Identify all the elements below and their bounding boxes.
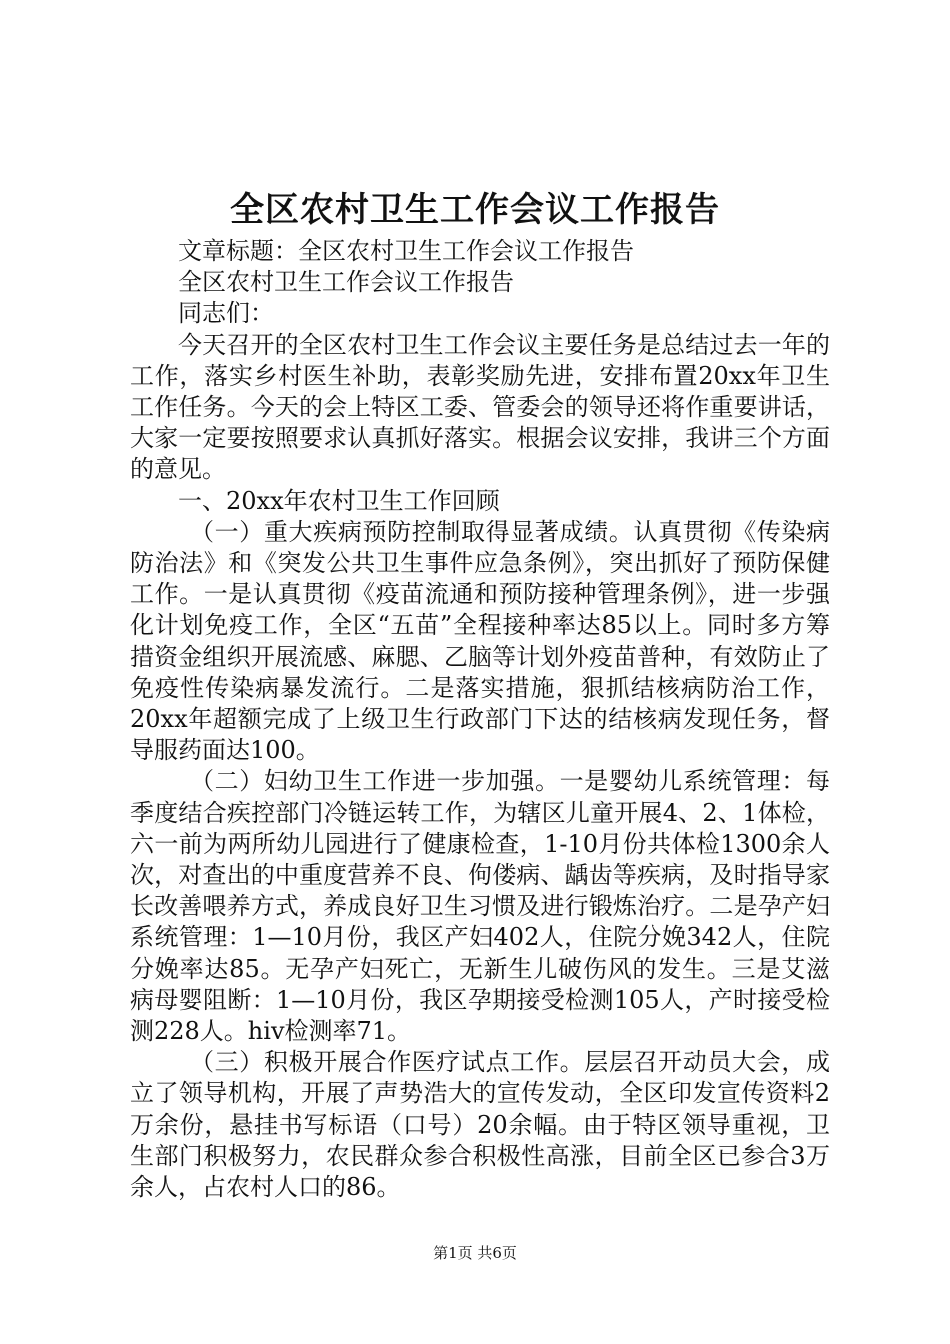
subsection-paragraph-3: （三）积极开展合作医疗试点工作。层层召开动员大会，成立了领导机构，开展了声势浩大的宣传发动，全区印发宣传资料2万余份，悬挂书写标语（口号）20余幅。由于特区领导重视，卫生部门积极努力，农民群众参合积极性高涨，目前全区已参合3万余人，占农村人口的86。 <box>130 1048 830 1202</box>
section-heading-1: 一、20xx年农村卫生工作回顾 <box>178 486 500 515</box>
intro-paragraph: 今天召开的全区农村卫生工作会议主要任务是总结过去一年的工作，落实乡村医生补助，表彰奖励先进，安排布置20xx年卫生工作任务。今天的会上特区工委、管委会的领导还将作重要讲话，大家一定要按照要求认真抓好落实。根据会议安排，我讲三个方面的意见。 <box>130 330 830 484</box>
document-title: 全区农村卫生工作会议工作报告 <box>230 190 720 230</box>
article-title-line: 文章标题：全区农村卫生工作会议工作报告 <box>178 237 634 265</box>
report-heading-line: 全区农村卫生工作会议工作报告 <box>178 268 514 297</box>
subsection-paragraph-2: （二）妇幼卫生工作进一步加强。一是婴幼儿系统管理：每季度结合疾控部门冷链运转工作，为辖区儿童开展4、2、1体检，六一前为两所幼儿园进行了健康检查，1-10月份共体检1300余人次，对查出的中重度营养不良、佝偻病、龋齿等疾病，及时指导家长改善喂养方式，养成良好卫生习惯及进行锻炼治疗。二是孕产妇系统管理：1—10月份，我区产妇402人，住院分娩342人，住院分娩率达85。无孕产妇死亡，无新生儿破伤风的发生。三是艾滋病母婴阻断：1—10月份，我区孕期接受检测105人，产时接受检测228人。hiv检测率71。 <box>130 767 830 1046</box>
salutation: 同志们： <box>178 299 274 328</box>
document-body <box>130 236 830 1203</box>
page-number-footer: 第1页 共6页 <box>433 1244 517 1262</box>
subsection-paragraph-1: （一）重大疾病预防控制取得显著成绩。认真贯彻《传染病防治法》和《突发公共卫生事件应急条例》，突出抓好了预防保健工作。一是认真贯彻《疫苗流通和预防接种管理条例》，进一步强化计划免疫工作，全区“五苗”全程接种率达85以上。同时多方筹措资金组织开展流感、麻腮、乙脑等计划外疫苗普种，有效防止了免疫性传染病暴发流行。二是落实措施，狠抓结核病防治工作，20xx年超额完成了上级卫生行政部门下达的结核病发现任务，督导服药面达100。 <box>130 517 830 765</box>
